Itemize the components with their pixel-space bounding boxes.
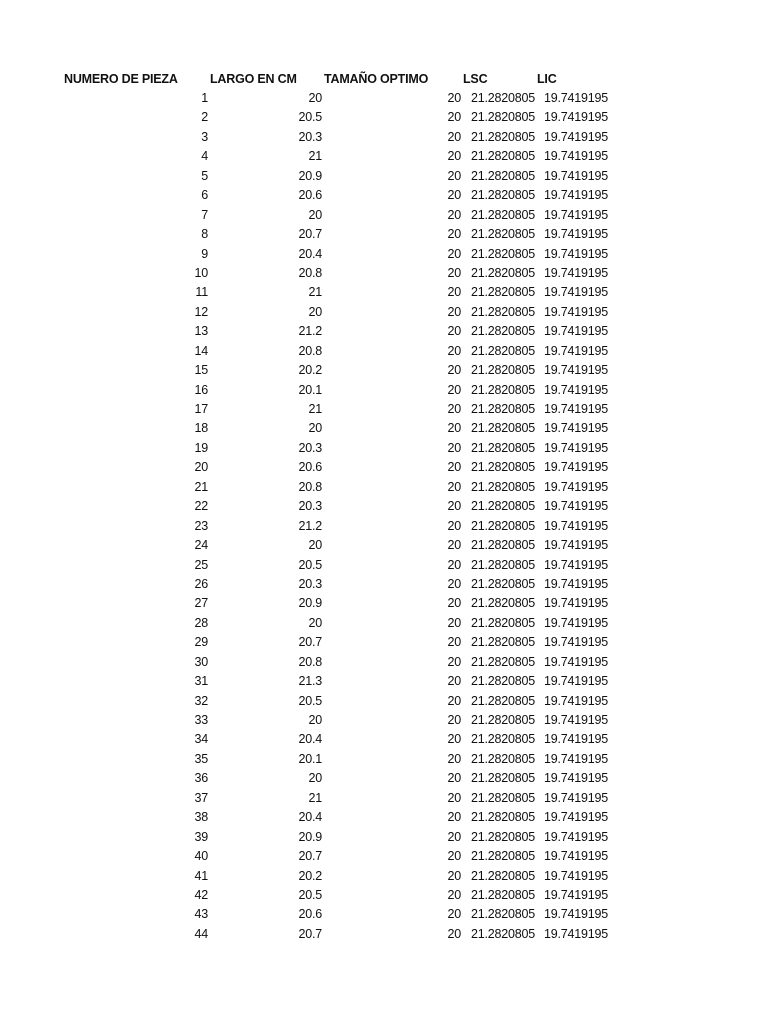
cell-numero-de-pieza: 29: [194, 635, 208, 650]
table-row: [0, 206, 768, 225]
cell-numero-de-pieza: 37: [194, 790, 208, 805]
cell-lic: 19.7419195: [543, 227, 608, 242]
cell-lic: 19.7419195: [543, 460, 608, 475]
table-row: [0, 536, 768, 555]
cell-largo-en-cm: 21.2: [298, 518, 322, 533]
cell-tamano-optimo: 20: [447, 265, 461, 280]
table-row: [0, 381, 768, 400]
cell-lsc: 21.2820805: [470, 810, 535, 825]
table-row: [0, 245, 768, 264]
cell-tamano-optimo: 20: [447, 693, 461, 708]
table-row: [0, 439, 768, 458]
cell-tamano-optimo: 20: [447, 829, 461, 844]
cell-numero-de-pieza: 2: [201, 110, 208, 125]
cell-lsc: 21.2820805: [470, 518, 535, 533]
cell-lic: 19.7419195: [543, 751, 608, 766]
table-row: [0, 692, 768, 711]
cell-tamano-optimo: 20: [447, 790, 461, 805]
cell-lic: 19.7419195: [543, 693, 608, 708]
cell-tamano-optimo: 20: [447, 751, 461, 766]
cell-largo-en-cm: 20.6: [298, 188, 322, 203]
header-lic: LIC: [537, 72, 557, 86]
cell-lic: 19.7419195: [543, 887, 608, 902]
cell-numero-de-pieza: 31: [194, 674, 208, 689]
cell-lic: 19.7419195: [543, 382, 608, 397]
cell-tamano-optimo: 20: [447, 674, 461, 689]
cell-lsc: 21.2820805: [470, 479, 535, 494]
cell-lsc: 21.2820805: [470, 538, 535, 553]
cell-lsc: 21.2820805: [470, 654, 535, 669]
table-row: [0, 322, 768, 341]
cell-lic: 19.7419195: [543, 304, 608, 319]
table-row: [0, 886, 768, 905]
cell-tamano-optimo: 20: [447, 460, 461, 475]
cell-tamano-optimo: 20: [447, 557, 461, 572]
cell-tamano-optimo: 20: [447, 576, 461, 591]
cell-lsc: 21.2820805: [470, 751, 535, 766]
cell-largo-en-cm: 20: [308, 304, 322, 319]
cell-numero-de-pieza: 42: [194, 887, 208, 902]
cell-lsc: 21.2820805: [470, 887, 535, 902]
cell-largo-en-cm: 20.9: [298, 829, 322, 844]
table-row: [0, 769, 768, 788]
table-row: [0, 575, 768, 594]
cell-largo-en-cm: 20.7: [298, 926, 322, 941]
cell-lsc: 21.2820805: [470, 499, 535, 514]
cell-lsc: 21.2820805: [470, 596, 535, 611]
cell-lic: 19.7419195: [543, 538, 608, 553]
cell-lsc: 21.2820805: [470, 576, 535, 591]
cell-tamano-optimo: 20: [447, 363, 461, 378]
cell-numero-de-pieza: 12: [194, 304, 208, 319]
cell-lsc: 21.2820805: [470, 849, 535, 864]
table-row: [0, 925, 768, 944]
cell-lsc: 21.2820805: [470, 402, 535, 416]
table-row: [0, 653, 768, 672]
table-row: [0, 497, 768, 516]
cell-lsc: 21.2820805: [470, 713, 535, 727]
cell-numero-de-pieza: 17: [194, 402, 208, 416]
table-row: [0, 167, 768, 186]
cell-lic: 19.7419195: [543, 926, 608, 941]
table-row: [0, 361, 768, 380]
cell-lsc: 21.2820805: [470, 926, 535, 941]
table-row: [0, 458, 768, 477]
cell-largo-en-cm: 20.4: [298, 732, 322, 747]
cell-lic: 19.7419195: [543, 596, 608, 611]
table-row: [0, 730, 768, 749]
cell-lsc: 21.2820805: [470, 557, 535, 572]
cell-numero-de-pieza: 25: [194, 557, 208, 572]
cell-tamano-optimo: 20: [447, 615, 461, 630]
cell-largo-en-cm: 21: [308, 402, 322, 416]
cell-lsc: 21.2820805: [470, 635, 535, 650]
cell-lic: 19.7419195: [543, 499, 608, 514]
cell-lsc: 21.2820805: [470, 674, 535, 689]
cell-numero-de-pieza: 8: [201, 227, 208, 242]
cell-lsc: 21.2820805: [470, 440, 535, 455]
header-largo-en-cm: LARGO EN CM: [210, 72, 297, 86]
cell-lic: 19.7419195: [543, 576, 608, 591]
cell-numero-de-pieza: 1: [201, 91, 208, 105]
cell-numero-de-pieza: 14: [194, 343, 208, 358]
cell-lic: 19.7419195: [543, 674, 608, 689]
cell-numero-de-pieza: 7: [201, 207, 208, 222]
cell-tamano-optimo: 20: [447, 732, 461, 747]
cell-numero-de-pieza: 13: [194, 324, 208, 339]
cell-numero-de-pieza: 19: [194, 440, 208, 455]
cell-lic: 19.7419195: [543, 91, 608, 105]
cell-numero-de-pieza: 43: [194, 907, 208, 922]
cell-lsc: 21.2820805: [470, 285, 535, 300]
cell-lic: 19.7419195: [543, 479, 608, 494]
cell-largo-en-cm: 20.8: [298, 654, 322, 669]
cell-largo-en-cm: 20.3: [298, 440, 322, 455]
cell-tamano-optimo: 20: [447, 382, 461, 397]
table-row: [0, 594, 768, 613]
cell-tamano-optimo: 20: [447, 227, 461, 242]
cell-lsc: 21.2820805: [470, 343, 535, 358]
cell-lsc: 21.2820805: [470, 907, 535, 922]
cell-largo-en-cm: 20.2: [298, 868, 322, 883]
cell-lic: 19.7419195: [543, 790, 608, 805]
cell-numero-de-pieza: 40: [194, 849, 208, 864]
table-row: [0, 89, 768, 108]
cell-tamano-optimo: 20: [447, 304, 461, 319]
cell-lic: 19.7419195: [543, 168, 608, 183]
cell-lic: 19.7419195: [543, 188, 608, 203]
cell-largo-en-cm: 20.1: [298, 751, 322, 766]
cell-lsc: 21.2820805: [470, 246, 535, 261]
table-row: [0, 672, 768, 691]
cell-tamano-optimo: 20: [447, 285, 461, 300]
cell-numero-de-pieza: 39: [194, 829, 208, 844]
cell-lic: 19.7419195: [543, 849, 608, 864]
cell-numero-de-pieza: 15: [194, 363, 208, 378]
cell-lsc: 21.2820805: [470, 460, 535, 475]
cell-lsc: 21.2820805: [470, 129, 535, 144]
table-row: [0, 517, 768, 536]
cell-lic: 19.7419195: [543, 207, 608, 222]
cell-tamano-optimo: 20: [447, 207, 461, 222]
cell-tamano-optimo: 20: [447, 810, 461, 825]
cell-lsc: 21.2820805: [470, 188, 535, 203]
cell-largo-en-cm: 20.8: [298, 265, 322, 280]
cell-lic: 19.7419195: [543, 635, 608, 650]
cell-lic: 19.7419195: [543, 732, 608, 747]
cell-lsc: 21.2820805: [470, 615, 535, 630]
cell-tamano-optimo: 20: [447, 596, 461, 611]
table-row: [0, 128, 768, 147]
cell-lic: 19.7419195: [543, 246, 608, 261]
cell-lsc: 21.2820805: [470, 110, 535, 125]
cell-tamano-optimo: 20: [447, 149, 461, 164]
cell-lic: 19.7419195: [543, 129, 608, 144]
cell-numero-de-pieza: 33: [194, 713, 208, 727]
table-row: [0, 789, 768, 808]
cell-lsc: 21.2820805: [470, 91, 535, 105]
cell-lic: 19.7419195: [543, 868, 608, 883]
cell-largo-en-cm: 20.5: [298, 557, 322, 572]
cell-numero-de-pieza: 10: [194, 265, 208, 280]
cell-lsc: 21.2820805: [470, 207, 535, 222]
table-row: [0, 108, 768, 127]
cell-lic: 19.7419195: [543, 810, 608, 825]
cell-lic: 19.7419195: [543, 907, 608, 922]
cell-lsc: 21.2820805: [470, 693, 535, 708]
cell-largo-en-cm: 21.3: [298, 674, 322, 689]
cell-largo-en-cm: 20.7: [298, 849, 322, 864]
cell-lic: 19.7419195: [543, 713, 608, 727]
cell-tamano-optimo: 20: [447, 907, 461, 922]
cell-largo-en-cm: 20: [308, 771, 322, 786]
cell-largo-en-cm: 21: [308, 285, 322, 300]
cell-tamano-optimo: 20: [447, 168, 461, 183]
cell-numero-de-pieza: 44: [194, 926, 208, 941]
cell-largo-en-cm: 20.5: [298, 887, 322, 902]
table-row: [0, 186, 768, 205]
cell-lsc: 21.2820805: [470, 829, 535, 844]
cell-lic: 19.7419195: [543, 324, 608, 339]
cell-lic: 19.7419195: [543, 149, 608, 164]
table-row: [0, 614, 768, 633]
cell-lic: 19.7419195: [543, 343, 608, 358]
cell-largo-en-cm: 20.3: [298, 499, 322, 514]
cell-largo-en-cm: 20.7: [298, 227, 322, 242]
cell-tamano-optimo: 20: [447, 635, 461, 650]
cell-tamano-optimo: 20: [447, 771, 461, 786]
cell-largo-en-cm: 20.9: [298, 596, 322, 611]
cell-lic: 19.7419195: [543, 285, 608, 300]
cell-largo-en-cm: 20.5: [298, 693, 322, 708]
cell-tamano-optimo: 20: [447, 926, 461, 941]
cell-numero-de-pieza: 36: [194, 771, 208, 786]
table-row: [0, 711, 768, 730]
cell-numero-de-pieza: 18: [194, 421, 208, 436]
table-row: [0, 905, 768, 924]
cell-tamano-optimo: 20: [447, 246, 461, 261]
cell-numero-de-pieza: 3: [201, 129, 208, 144]
cell-largo-en-cm: 20: [308, 713, 322, 727]
cell-lsc: 21.2820805: [470, 732, 535, 747]
table-row: [0, 867, 768, 886]
cell-lic: 19.7419195: [543, 829, 608, 844]
cell-largo-en-cm: 20.2: [298, 363, 322, 378]
cell-tamano-optimo: 20: [447, 518, 461, 533]
cell-numero-de-pieza: 16: [194, 382, 208, 397]
cell-largo-en-cm: 20.6: [298, 907, 322, 922]
cell-lic: 19.7419195: [543, 518, 608, 533]
cell-tamano-optimo: 20: [447, 499, 461, 514]
cell-tamano-optimo: 20: [447, 421, 461, 436]
cell-numero-de-pieza: 4: [201, 149, 208, 164]
cell-lic: 19.7419195: [543, 654, 608, 669]
cell-numero-de-pieza: 23: [194, 518, 208, 533]
data-rows: [0, 89, 768, 944]
cell-tamano-optimo: 20: [447, 887, 461, 902]
cell-numero-de-pieza: 41: [194, 868, 208, 883]
cell-largo-en-cm: 20: [308, 615, 322, 630]
cell-tamano-optimo: 20: [447, 188, 461, 203]
cell-numero-de-pieza: 34: [194, 732, 208, 747]
table-row: [0, 283, 768, 302]
cell-largo-en-cm: 20.4: [298, 810, 322, 825]
cell-largo-en-cm: 20.8: [298, 343, 322, 358]
table-row: [0, 828, 768, 847]
cell-numero-de-pieza: 24: [194, 538, 208, 553]
cell-tamano-optimo: 20: [447, 324, 461, 339]
cell-lsc: 21.2820805: [470, 168, 535, 183]
cell-numero-de-pieza: 5: [201, 168, 208, 183]
cell-lsc: 21.2820805: [470, 265, 535, 280]
cell-lsc: 21.2820805: [470, 421, 535, 436]
table-row: [0, 400, 768, 419]
cell-numero-de-pieza: 27: [194, 596, 208, 611]
header-lsc: LSC: [463, 72, 488, 86]
cell-tamano-optimo: 20: [447, 868, 461, 883]
cell-largo-en-cm: 20.4: [298, 246, 322, 261]
cell-largo-en-cm: 20.3: [298, 576, 322, 591]
table-row: [0, 419, 768, 438]
cell-largo-en-cm: 20.8: [298, 479, 322, 494]
cell-largo-en-cm: 20: [308, 538, 322, 553]
cell-lic: 19.7419195: [543, 771, 608, 786]
cell-numero-de-pieza: 9: [201, 246, 208, 261]
cell-numero-de-pieza: 22: [194, 499, 208, 514]
cell-lsc: 21.2820805: [470, 771, 535, 786]
cell-largo-en-cm: 21: [308, 149, 322, 164]
table-row: [0, 633, 768, 652]
cell-numero-de-pieza: 21: [194, 479, 208, 494]
cell-tamano-optimo: 20: [447, 654, 461, 669]
cell-lic: 19.7419195: [543, 363, 608, 378]
cell-lic: 19.7419195: [543, 421, 608, 436]
cell-numero-de-pieza: 38: [194, 810, 208, 825]
table-row: [0, 556, 768, 575]
table-row: [0, 750, 768, 769]
cell-lsc: 21.2820805: [470, 149, 535, 164]
cell-largo-en-cm: 20: [308, 207, 322, 222]
table-row: [0, 808, 768, 827]
table-row: [0, 225, 768, 244]
cell-lic: 19.7419195: [543, 615, 608, 630]
cell-lsc: 21.2820805: [470, 304, 535, 319]
table-row: [0, 147, 768, 166]
cell-numero-de-pieza: 30: [194, 654, 208, 669]
cell-lic: 19.7419195: [543, 110, 608, 125]
cell-tamano-optimo: 20: [447, 440, 461, 455]
cell-tamano-optimo: 20: [447, 91, 461, 105]
cell-largo-en-cm: 20.7: [298, 635, 322, 650]
cell-lsc: 21.2820805: [470, 382, 535, 397]
table-row: [0, 847, 768, 866]
cell-lic: 19.7419195: [543, 440, 608, 455]
cell-largo-en-cm: 20.3: [298, 129, 322, 144]
cell-largo-en-cm: 20.5: [298, 110, 322, 125]
cell-numero-de-pieza: 26: [194, 576, 208, 591]
cell-lsc: 21.2820805: [470, 363, 535, 378]
header-numero-de-pieza: NUMERO DE PIEZA: [64, 72, 178, 86]
cell-numero-de-pieza: 28: [194, 615, 208, 630]
table-row: [0, 342, 768, 361]
cell-largo-en-cm: 20.9: [298, 168, 322, 183]
cell-lsc: 21.2820805: [470, 324, 535, 339]
cell-largo-en-cm: 21: [308, 790, 322, 805]
cell-lic: 19.7419195: [543, 402, 608, 416]
cell-numero-de-pieza: 32: [194, 693, 208, 708]
header-tamano-optimo: TAMAÑO OPTIMO: [324, 72, 429, 86]
cell-tamano-optimo: 20: [447, 402, 461, 416]
table-row: [0, 303, 768, 322]
table-row: [0, 264, 768, 283]
cell-largo-en-cm: 20: [308, 91, 322, 105]
cell-lsc: 21.2820805: [470, 227, 535, 242]
cell-numero-de-pieza: 11: [195, 285, 208, 300]
cell-largo-en-cm: 21.2: [298, 324, 322, 339]
cell-largo-en-cm: 20.1: [298, 382, 322, 397]
cell-tamano-optimo: 20: [447, 479, 461, 494]
cell-tamano-optimo: 20: [447, 110, 461, 125]
cell-lic: 19.7419195: [543, 265, 608, 280]
cell-numero-de-pieza: 20: [194, 460, 208, 475]
cell-numero-de-pieza: 6: [201, 188, 208, 203]
table-row: [0, 478, 768, 497]
cell-lsc: 21.2820805: [470, 790, 535, 805]
cell-lic: 19.7419195: [543, 557, 608, 572]
cell-largo-en-cm: 20: [308, 421, 322, 436]
cell-largo-en-cm: 20.6: [298, 460, 322, 475]
cell-tamano-optimo: 20: [447, 849, 461, 864]
cell-lsc: 21.2820805: [470, 868, 535, 883]
cell-tamano-optimo: 20: [447, 713, 461, 727]
cell-tamano-optimo: 20: [447, 343, 461, 358]
cell-numero-de-pieza: 35: [194, 751, 208, 766]
cell-tamano-optimo: 20: [447, 129, 461, 144]
cell-tamano-optimo: 20: [447, 538, 461, 553]
